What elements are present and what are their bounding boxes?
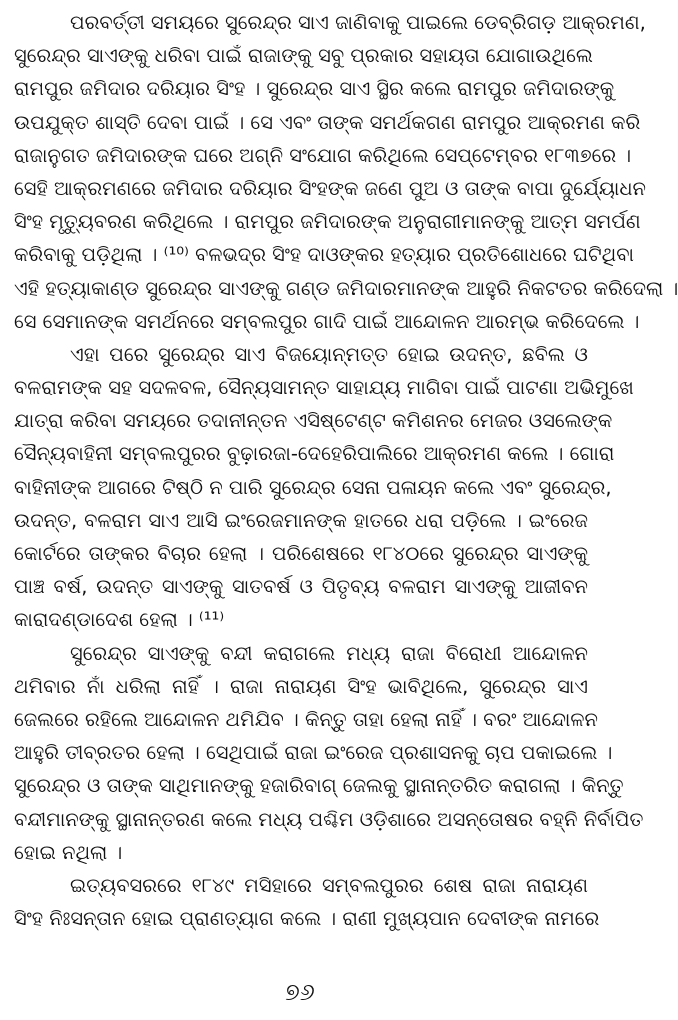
text-line: ସୁରେନ୍ଦ୍ର ସାଏଙ୍କୁ ଧରିବା ପାଇଁ ରାଜାଙ୍କୁ ସବୁ ପ୍ରକାର ସହାୟତା ଯୋଗାଉଥିଲେ bbox=[14, 44, 593, 68]
text-line: ଥମିବାର ନାଁ ଧରିଲା ନାହିଁ । ରାଜା ନାରାୟଣ ସିଂହ ଭାବିଥିଲେ, ସୁରେନ୍ଦ୍ର ସାଏ bbox=[14, 674, 588, 698]
text-line: ସେ ସେମାନଙ୍କ ସମର୍ଥନରେ ସମ୍ବଲପୁର ଗାଦି ପାଇଁ ଆନ୍ଦୋଳନ ଆରମ୍ଭ କରିଦେଲେ । bbox=[14, 309, 640, 333]
text-line: ବାହିନୀଙ୍କ ଆଗରେ ଟିଷ୍ଠି ନ ପାରି ସୁରେନ୍ଦ୍ର ସେନା ପଳାୟନ କଲେ ଏବଂ ସୁରେନ୍ଦ୍ର, bbox=[14, 475, 612, 499]
text-line: ସୁରେନ୍ଦ୍ର ଓ ତାଙ୍କ ସାଥିମାନଙ୍କୁ ହଜାରିବାଗ୍ ଜେଲକୁ ସ୍ଥାନାନ୍ତରିତ କରାଗଲା । କିନ୍ତୁ bbox=[14, 774, 624, 798]
text-line: ସେହି ଆକ୍ରମଣରେ ଜମିଦାର ଦରିୟାର ସିଂହଙ୍କ ଜଣେ ପୁଅ ଓ ତାଙ୍କ ବାପା ଦୁର୍ଯ୍ୟୋଧନ bbox=[14, 176, 646, 200]
text-line: ପରବର୍ତ୍ତୀ ସମୟରେ ସୁରେନ୍ଦ୍ର ସାଏ ଜାଣିବାକୁ ପାଇଲେ ଡେବ୍ରିଗଡ଼ ଆକ୍ରମଣ, bbox=[70, 11, 646, 34]
text-line-with-footnote-ref: କରିବାକୁ ପଡ଼ିଥିଲା । ⁽¹⁰⁾ ବଳଭଦ୍ର ସିଂହ ଦାଓଙ୍କର ହତ୍ୟାର ପ୍ରତିଶୋଧରେ ଘଟିଥିବା bbox=[14, 243, 634, 267]
text-line: ଉପଯୁକ୍ତ ଶାସ୍ତି ଦେବା ପାଇଁ । ସେ ଏବଂ ତାଙ୍କ ସମର୍ଥକଗଣ ରାମପୁର ଆକ୍ରମଣ କରି bbox=[14, 110, 641, 134]
text-line-with-footnote-ref: କାରାଦଣ୍ଡାଦେଶ ହେଲା । ⁽¹¹⁾ bbox=[14, 608, 225, 632]
text-line: ଇତ୍ୟବସରରେ ୧୮୪୯ ମସିହାରେ ସମ୍ବଲପୁରର ଶେଷ ରାଜା ନାରାୟଣ bbox=[70, 873, 588, 897]
text-line: ରାମପୁର ଜମିଦାର ଦରିୟାର ସିଂହ । ସୁରେନ୍ଦ୍ର ସାଏ ସ୍ଥିର କଲେ ରାମପୁର ଜମିଦାରଙ୍କୁ bbox=[14, 77, 615, 101]
page-body-text bbox=[14, 6, 678, 935]
text-line: ଆହୁରି ତୀବ୍ରତର ହେଲା । ସେଥିପାଇଁ ରାଜା ଇଂରେଜ ପ୍ରଶାସନକୁ ଚାପ ପକାଇଲେ । bbox=[14, 741, 613, 765]
text-line: ବନ୍ଦୀମାନଙ୍କୁ ସ୍ଥାନାନ୍ତରଣ କଲେ ମଧ୍ୟ ପଶ୍ଚିମ ଓଡ଼ିଶାରେ ଅସନ୍ତୋଷର ବହ୍ନି ନିର୍ବାପିତ bbox=[14, 807, 644, 831]
text-line: ବଳରାମଙ୍କ ସହ ସଦଳବଳ, ସୈନ୍ୟସାମନ୍ତ ସାହାଯ୍ୟ ମାଗିବା ପାଇଁ ପାଟଣା ଅଭିମୁଖେ bbox=[14, 376, 634, 400]
text-line: ପାଞ୍ଚ ବର୍ଷ, ଉଦନ୍ତ ସାଏଙ୍କୁ ସାତବର୍ଷ ଓ ପିତୃବ୍ୟ ବଳରାମ ସାଏଙ୍କୁ ଆଜୀବନ bbox=[14, 575, 588, 599]
text-line: ସୈନ୍ୟବାହିନୀ ସମ୍ବଲପୁରର ବୁଢ଼ାରଜା-ଦେହେରିପାଲିରେ ଆକ୍ରମଣ କଲେ । ଗୋରା bbox=[14, 442, 615, 466]
text-line: ସିଂହ ମୃତ୍ୟୁବରଣ କରିଥିଲେ । ରାମପୁର ଜମିଦାରଙ୍କ ଅନୁରାଗୀମାନଙ୍କୁ ଆତ୍ମ ସମର୍ପଣ bbox=[14, 210, 641, 234]
text-line: ସିଂହ ନିଃସନ୍ତାନ ହୋଇ ପ୍ରାଣତ୍ୟାଗ କଲେ । ରାଣୀ ମୁଖ୍ୟପାନ ଦେବୀଙ୍କ ନାମରେ bbox=[14, 907, 600, 931]
text-line: ହୋଇ ନଥିଲା । bbox=[14, 840, 123, 864]
text-line: ଉଦନ୍ତ, ବଳରାମ ସାଏ ଆସି ଇଂରେଜମାନଙ୍କ ହାତରେ ଧରା ପଡ଼ିଲେ । ଇଂରେଜ bbox=[14, 508, 588, 532]
page-number: ୭୬ bbox=[285, 978, 315, 1006]
text-line: ଯାତ୍ରା କରିବା ସମୟରେ ତଦାନୀନ୍ତନ ଏସିଷ୍ଟେଣ୍ଟ କମିଶନର ମେଜର ଓସଲେଙ୍କ bbox=[14, 409, 613, 433]
text-line: ଏହା ପରେ ସୁରେନ୍ଦ୍ର ସାଏ ବିଜୟୋନ୍ମତ୍ତ ହୋଇ ଉଦନ୍ତ, ଛବିଲ ଓ bbox=[70, 342, 588, 366]
text-line: କୋର୍ଟରେ ତାଙ୍କର ବିଚାର ହେଲା । ପରିଶେଷରେ ୧୮୪୦ରେ ସୁରେନ୍ଦ୍ର ସାଏଙ୍କୁ bbox=[14, 542, 588, 565]
text-line: ଜେଲରେ ରହିଲେ ଆନ୍ଦୋଳନ ଥମିଯିବ । କିନ୍ତୁ ତାହା ହେଲା ନାହିଁ । ବରଂ ଆନ୍ଦୋଳନ bbox=[14, 707, 598, 731]
text-line: ରାଜାନୁଗତ ଜମିଦାରଙ୍କ ଘରେ ଅଗ୍ନି ସଂଯୋଗ କରିଥିଲେ ସେପ୍ଟେମ୍ବର ୧୮୩୭ରେ । bbox=[14, 143, 632, 167]
text-line: ଏହି ହତ୍ୟାକାଣ୍ଡ ସୁରେନ୍ଦ୍ର ସାଏଙ୍କୁ ଗଣ୍ଡ ଜମିଦାରମାନଙ୍କ ଆହୁରି ନିକଟତର କରିଦେଲା । bbox=[14, 276, 678, 300]
text-line: ସୁରେନ୍ଦ୍ର ସାଏଙ୍କୁ ବନ୍ଦୀ କରାଗଲେ ମଧ୍ୟ ରାଜା ବିରୋଧୀ ଆନ୍ଦୋଳନ bbox=[70, 641, 588, 665]
